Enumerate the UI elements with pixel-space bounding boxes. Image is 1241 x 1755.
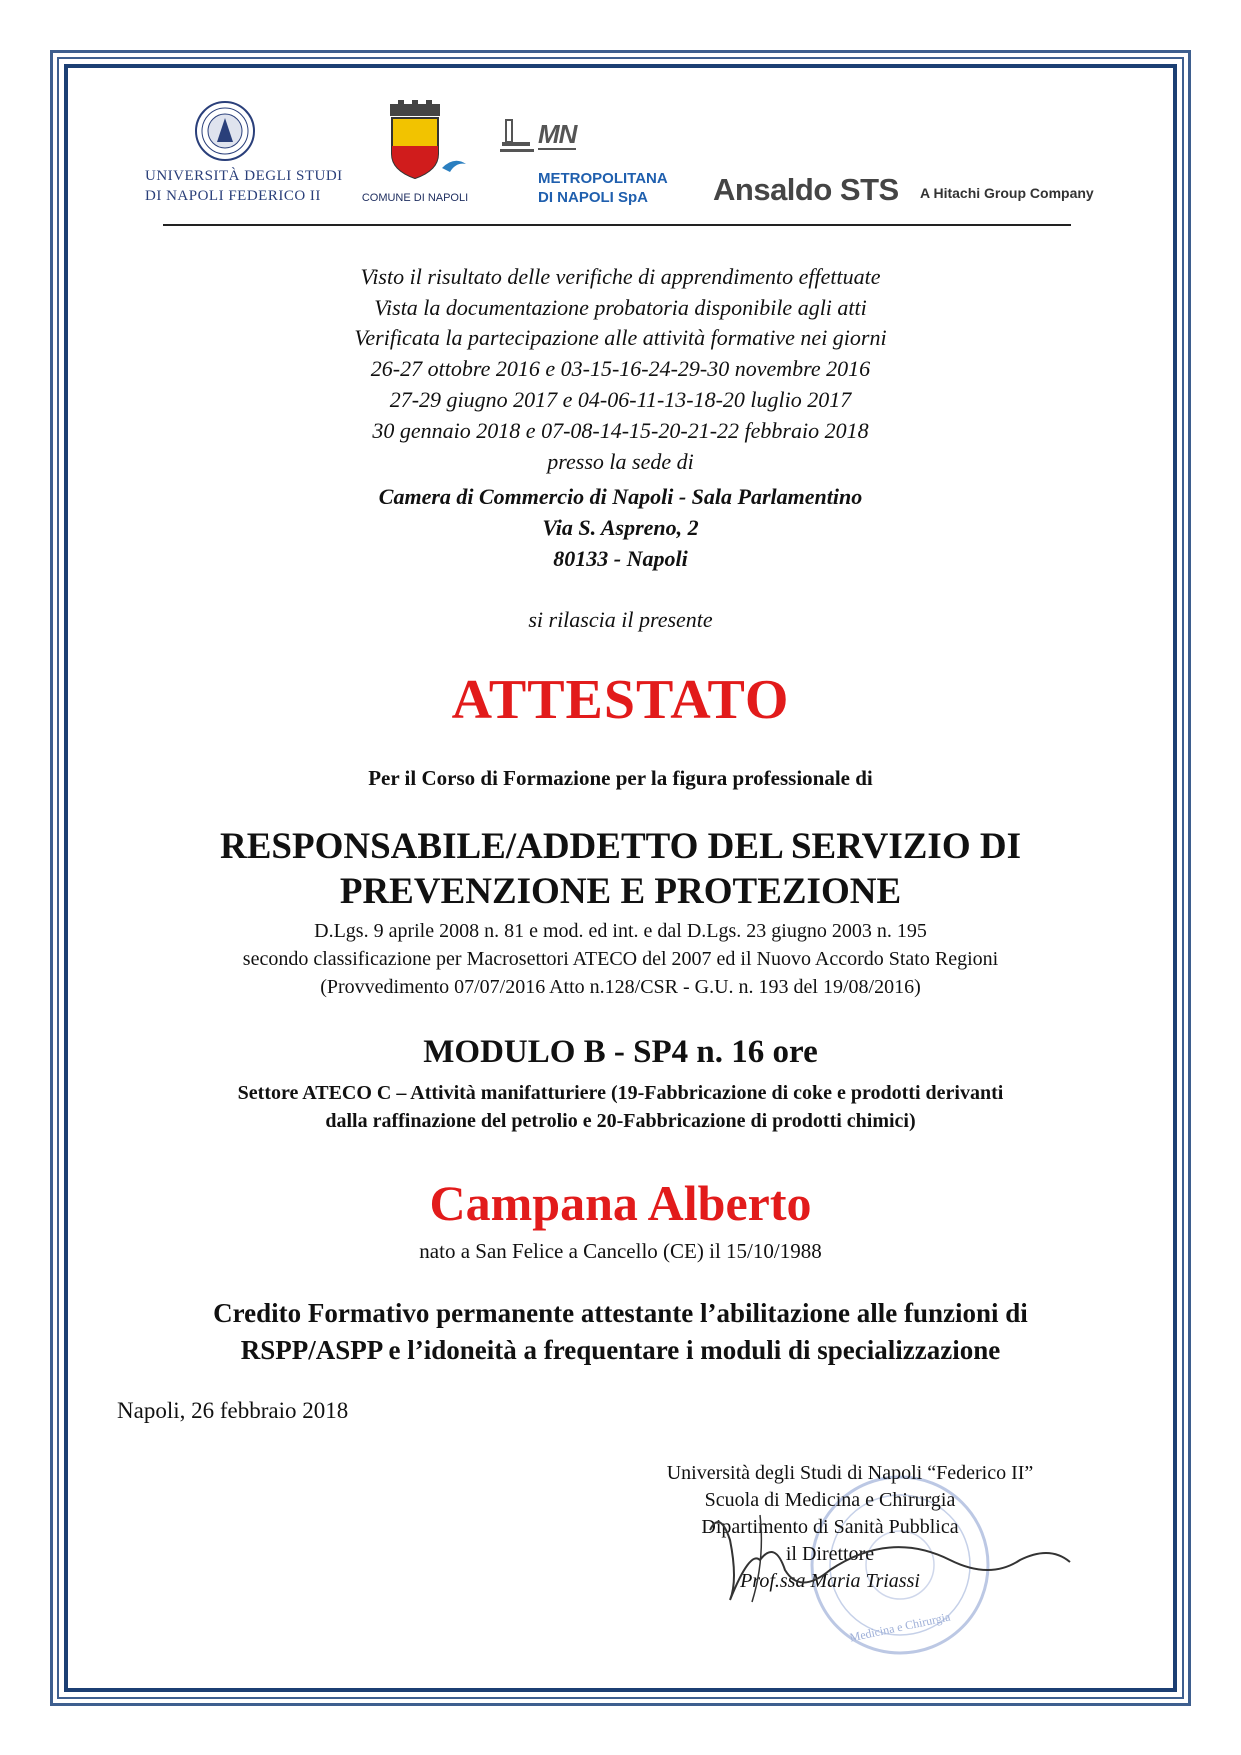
role-title-line1: RESPONSABILE/ADDETTO DEL SERVIZIO DI [220,826,1021,867]
document-title: ATTESTATO [451,669,790,731]
ansaldo-logo: Ansaldo STS [713,172,899,207]
stamp-text: Medicina e Chirurgia [848,1609,952,1645]
credit-line: Credito Formativo permanente attestante l’abilitazione alle funzioni di [213,1298,1028,1328]
release-text: si rilascia il presente [528,607,713,632]
metro-logo [500,118,700,213]
course-intro: Per il Corso di Formazione per la figura professionale di [368,766,873,790]
venue-city: 80133 - Napoli [553,546,688,571]
signatory-university: Università degli Studi di Napoli “Federico II” [666,1462,1034,1484]
ansaldo-tagline: A Hitachi Group Company [920,185,1094,201]
signatory-school: Scuola di Medicina e Chirurgia [704,1489,956,1511]
place-date: Napoli, 26 febbraio 2018 [117,1398,349,1423]
credit-line: RSPP/ASPP e l’idoneità a frequentare i moduli di specializzazione [240,1335,1001,1365]
signature-icon [690,1500,1080,1610]
signatory-role: il Direttore [785,1543,875,1565]
preamble-line: presso la sede di [547,449,694,474]
metro-logo-mark: MN [538,119,577,149]
sector-line: Settore ATECO C – Attività manifatturiere (19-Fabbricazione di coke e prodotti derivanti [237,1082,1004,1104]
signatory-department: Dipartimento di Sanità Pubblica [701,1516,959,1538]
recipient-name: Campana Alberto [429,1175,812,1231]
legal-line: secondo classificazione per Macrosettori ATECO del 2007 ed il Nuovo Accordo Stato Regioni [242,948,999,970]
sector-line: dalla raffinazione del petrolio e 20-Fabbricazione di prodotti chimici) [325,1110,916,1132]
recipient-birth: nato a San Felice a Cancello (CE) il 15/10/1988 [419,1239,822,1263]
legal-line: D.Lgs. 9 aprile 2008 n. 81 e mod. ed int. e dal D.Lgs. 23 giugno 2003 n. 195 [314,920,927,942]
preamble-line: 27-29 giugno 2017 e 04-06-11-13-18-20 luglio 2017 [389,387,852,412]
preamble-line: Verificata la partecipazione alle attività formative nei giorni [354,325,887,350]
venue-address: Via S. Aspreno, 2 [542,515,699,540]
preamble-line: Visto il risultato delle verifiche di apprendimento effettuate [360,264,881,289]
unina-seal-icon [145,100,305,162]
preamble-line: 26-27 ottobre 2016 e 03-15-16-24-29-30 novembre 2016 [370,356,871,381]
module-title: MODULO B - SP4 n. 16 ore [423,1034,818,1070]
napoli-crest-icon [350,98,480,180]
venue-name: Camera di Commercio di Napoli - Sala Parlamentino [378,484,863,509]
metro-logo-line2: DI NAPOLI SpA [538,189,649,206]
logo-divider [163,224,1071,226]
metro-train-icon [500,118,534,154]
preamble-line: Vista la documentazione probatoria disponibile agli atti [374,295,867,320]
role-title-line2: PREVENZIONE E PROTEZIONE [339,871,902,912]
comune-logo-label: COMUNE DI NAPOLI [361,192,469,204]
comune-logo [350,98,480,213]
legal-line: (Provvedimento 07/07/2016 Atto n.128/CSR - G.U. n. 193 del 19/08/2016) [320,976,921,998]
unina-logo-line2: DI NAPOLI FEDERICO II [145,188,321,204]
unina-logo-line1: UNIVERSITÀ DEGLI STUDI [145,168,343,184]
preamble-line: 30 gennaio 2018 e 07-08-14-15-20-21-22 febbraio 2018 [372,418,869,443]
metro-logo-line1: METROPOLITANA [538,170,668,187]
unina-logo [145,100,343,215]
signatory-name: Prof.ssa Maria Triassi [740,1570,920,1592]
